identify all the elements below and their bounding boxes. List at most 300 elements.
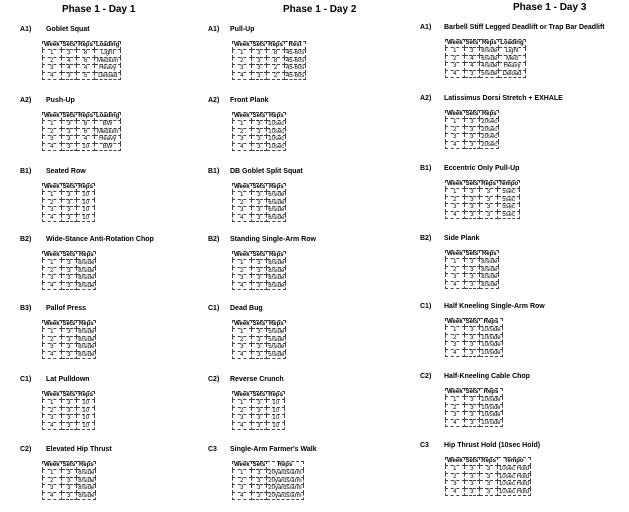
- table-cell: 8/side: [78, 470, 95, 476]
- exercise-table: [42, 112, 121, 151]
- table-row: [43, 136, 121, 144]
- table-cell: 3: [251, 344, 267, 352]
- table-cell: 3: [480, 488, 498, 496]
- table-cell: 10: [267, 407, 285, 415]
- table-cell: 3: [61, 192, 77, 200]
- table-cell: 3: [464, 48, 480, 56]
- table-cell: 10: [77, 207, 95, 215]
- table-cell: 3: [251, 282, 267, 290]
- table-row: [233, 336, 286, 344]
- table-cell: 8/side: [78, 336, 95, 343]
- table-row: [233, 400, 285, 408]
- table-cell: 2: [43, 407, 62, 415]
- table-cell: 5/side: [268, 344, 285, 350]
- table-cell: 5sec: [497, 204, 519, 212]
- table-cell: 8: [77, 50, 95, 58]
- table-cell: 3: [61, 415, 77, 423]
- header-week: Week: [234, 462, 250, 469]
- exercise-table: [42, 391, 95, 430]
- header-week: Week: [447, 111, 463, 118]
- table-cell: 3: [251, 477, 267, 485]
- table-cell: 8/side: [78, 282, 95, 289]
- table-cell: 3: [464, 189, 480, 197]
- table-cell: 10sec: [268, 143, 285, 150]
- header-reps: Reps: [77, 252, 96, 260]
- table-row: [233, 128, 286, 136]
- day-title: Phase 1 - Day 2: [283, 4, 357, 15]
- table-cell: 4: [43, 143, 62, 151]
- table-row: [43, 275, 96, 283]
- table-cell: 10: [77, 400, 95, 408]
- table-header-row: [233, 113, 286, 121]
- table-cell: 6/side: [268, 214, 285, 221]
- header-sets: Sets: [252, 113, 266, 120]
- header-reps: Reps: [268, 392, 283, 399]
- header-tempo: Tempo: [497, 458, 530, 466]
- exercise-table: [42, 461, 96, 500]
- table-cell: 3: [251, 143, 267, 151]
- table-cell: 4: [61, 65, 77, 73]
- header-week: Week: [234, 42, 250, 49]
- header-reps: Reps: [77, 462, 96, 470]
- header-week: Week: [234, 252, 250, 259]
- table-cell: 3: [251, 192, 267, 200]
- table-row: [43, 260, 96, 268]
- table-cell: 5sec: [497, 196, 519, 204]
- table-cell: 3: [251, 470, 267, 478]
- table-cell: 4: [43, 72, 62, 80]
- table-cell: Light: [94, 50, 120, 58]
- exercise-name: Latissimus Dorsi Stretch + EXHALE: [444, 95, 563, 102]
- table-row: [446, 397, 503, 405]
- table-cell: 1: [446, 119, 465, 127]
- table-row: [446, 63, 526, 71]
- table-cell: 6/side: [268, 199, 285, 206]
- table-cell: 4: [43, 351, 62, 359]
- table-cell: 2: [233, 407, 252, 415]
- exercise-code: B1): [208, 168, 220, 175]
- table-cell: 3: [480, 211, 498, 219]
- table-cell: 20sec: [481, 134, 498, 140]
- header-week: Week: [44, 184, 60, 191]
- table-cell: 3: [61, 422, 77, 430]
- header-week: Week: [44, 462, 60, 469]
- table-cell: 3: [61, 485, 77, 493]
- table-cell: 8/side: [481, 281, 498, 288]
- table-cell: 3: [61, 400, 77, 408]
- exercise-table: [445, 39, 526, 78]
- exercise-name: Push-Up: [46, 97, 75, 104]
- header-week: Week: [44, 252, 60, 259]
- table-cell: 3: [251, 57, 267, 65]
- table-cell: 10sec Hold: [498, 473, 529, 480]
- header-reps: Reps: [480, 40, 499, 48]
- table-cell: 1: [446, 466, 465, 474]
- table-cell: Medium: [94, 57, 120, 65]
- table-cell: 1: [43, 400, 62, 408]
- table-cell: 2: [233, 336, 252, 344]
- table-cell: 1: [446, 397, 465, 405]
- table-cell: 6/side: [268, 207, 285, 213]
- table-row: [233, 192, 286, 200]
- table-cell: 6/side: [481, 55, 498, 62]
- table-cell: 3: [464, 196, 480, 204]
- table-cell: 1: [43, 260, 62, 268]
- exercise-code: A1): [208, 26, 220, 33]
- exercise-table: [232, 320, 286, 359]
- header-week: Week: [447, 181, 463, 188]
- table-row: [43, 282, 96, 290]
- header-week: Week: [44, 113, 60, 120]
- table-cell: Med: [499, 55, 525, 63]
- header-week: Week: [44, 321, 60, 328]
- table-row: [233, 470, 304, 478]
- exercise-name: Pallof Press: [46, 305, 87, 312]
- table-cell: 4: [464, 63, 480, 71]
- table-cell: 3: [446, 204, 465, 212]
- table-cell: 3: [251, 415, 267, 423]
- table-cell: 3: [233, 415, 252, 423]
- table-cell: 10: [267, 400, 285, 408]
- table-cell: 2: [233, 199, 252, 207]
- table-row: [446, 466, 531, 474]
- table-cell: 20yards/arm: [268, 470, 302, 476]
- table-cell: 8/side: [78, 329, 95, 335]
- table-row: [233, 199, 286, 207]
- table-row: [233, 329, 286, 337]
- table-cell: 2: [446, 473, 465, 481]
- table-cell: 3: [61, 260, 77, 268]
- table-cell: 3: [43, 344, 62, 352]
- header-sets: Sets: [252, 42, 266, 49]
- table-cell: 3: [43, 415, 62, 423]
- table-cell: 2: [446, 404, 465, 412]
- table-row: [233, 485, 304, 493]
- table-cell: 3: [61, 470, 77, 478]
- table-cell: 8/side: [481, 274, 498, 280]
- table-cell: 3: [233, 344, 252, 352]
- table-cell: 8/side: [268, 275, 285, 281]
- table-row: [446, 204, 520, 212]
- table-cell: 1: [43, 470, 62, 478]
- table-cell: 4: [446, 419, 465, 427]
- table-row: [446, 141, 499, 149]
- table-cell: 8/side: [78, 275, 95, 281]
- table-row: [446, 342, 503, 350]
- table-cell: 1: [446, 48, 465, 56]
- exercise-code: C1): [208, 305, 220, 312]
- table-cell: 3: [446, 274, 465, 282]
- table-cell: Deload: [94, 72, 120, 80]
- table-cell: 3: [251, 207, 267, 215]
- table-row: [43, 143, 121, 151]
- header-week: Week: [234, 392, 250, 399]
- table-row: [43, 199, 95, 207]
- table-header-row: [233, 392, 285, 400]
- header-sets: Sets: [62, 184, 76, 191]
- exercise-table: [42, 320, 96, 359]
- table-cell: 2: [446, 196, 465, 204]
- table-header-row: [233, 462, 304, 470]
- exercise-name: Barbell Stiff Legged Deadlift or Trap Bar Deadlift: [444, 24, 605, 31]
- table-cell: 2: [267, 65, 285, 73]
- table-cell: 5sec: [497, 211, 519, 219]
- table-cell: 3: [61, 351, 77, 359]
- table-header-row: [43, 392, 95, 400]
- header-reps: Reps: [481, 458, 496, 465]
- header-sets: Sets: [465, 319, 479, 326]
- table-cell: 8/side: [78, 267, 95, 274]
- table-cell: 3: [464, 349, 480, 357]
- table-cell: 2: [267, 72, 285, 80]
- table-row: [233, 407, 285, 415]
- header-loading: Loading: [500, 40, 524, 47]
- table-row: [233, 72, 306, 80]
- table-cell: 3: [464, 397, 480, 405]
- header-sets: Sets: [62, 252, 76, 259]
- table-row: [43, 65, 121, 73]
- table-cell: 3: [464, 334, 480, 342]
- table-header-row: [233, 321, 286, 329]
- exercise-table: [232, 112, 286, 151]
- exercise-name: Half-Kneeling Cable Chop: [444, 373, 530, 380]
- header-week: Week: [447, 251, 463, 258]
- table-cell: 10: [77, 214, 95, 222]
- table-cell: 3: [43, 136, 62, 144]
- exercise-table: [232, 183, 286, 222]
- table-cell: 3: [480, 189, 498, 197]
- table-cell: 4: [446, 141, 465, 149]
- table-row: [446, 327, 503, 335]
- table-cell: 1: [233, 50, 252, 58]
- exercise-name: Reverse Crunch: [230, 376, 284, 383]
- exercise-code: C3: [208, 446, 217, 453]
- table-cell: 4: [77, 65, 95, 73]
- header-reps: Reps: [267, 462, 303, 470]
- table-cell: 10: [77, 415, 95, 423]
- header-sets: Sets: [62, 42, 76, 49]
- table-cell: 10/side: [481, 349, 501, 356]
- table-cell: 6: [77, 128, 95, 136]
- header-reps: Reps: [78, 113, 93, 120]
- table-cell: 3: [251, 336, 267, 344]
- table-header-row: [43, 42, 121, 50]
- table-cell: 1: [233, 329, 252, 337]
- table-cell: 1: [233, 260, 252, 268]
- table-row: [446, 55, 526, 63]
- table-cell: 3: [61, 477, 77, 485]
- table-cell: 1: [233, 470, 252, 478]
- table-cell: 4: [43, 282, 62, 290]
- table-cell: 2: [233, 267, 252, 275]
- table-cell: 3: [464, 281, 480, 289]
- header-sets: Sets: [465, 458, 479, 465]
- header-sets: Sets: [62, 113, 76, 120]
- table-cell: 3: [61, 336, 77, 344]
- exercise-name: Front Plank: [230, 97, 269, 104]
- table-row: [233, 477, 304, 485]
- table-cell: 4: [233, 282, 252, 290]
- table-cell: 3: [43, 275, 62, 283]
- table-cell: 3: [464, 70, 480, 78]
- exercise-code: A1): [420, 24, 432, 31]
- table-cell: 10/side: [481, 412, 501, 418]
- table-cell: 2: [446, 55, 465, 63]
- table-cell: 4: [233, 492, 252, 500]
- header-reps: Reps: [480, 389, 502, 397]
- table-cell: 3: [61, 214, 77, 222]
- table-header-row: [446, 111, 499, 119]
- table-cell: 8/side: [481, 48, 498, 54]
- table-cell: 3: [464, 473, 480, 481]
- table-row: [43, 121, 121, 129]
- table-cell: 3: [61, 50, 77, 58]
- table-cell: 10sec: [268, 136, 285, 142]
- table-cell: 3: [251, 128, 267, 136]
- exercise-table: [42, 41, 121, 80]
- exercise-name: Lat Pulldown: [46, 376, 90, 383]
- table-row: [233, 65, 306, 73]
- table-cell: 3: [464, 412, 480, 420]
- table-cell: 3: [61, 282, 77, 290]
- table-cell: 3: [464, 419, 480, 427]
- table-row: [43, 336, 96, 344]
- table-header-row: [446, 319, 503, 327]
- table-row: [43, 214, 95, 222]
- table-cell: 1: [43, 121, 62, 129]
- header-rest: Rest: [284, 42, 305, 50]
- exercise-code: B2): [20, 236, 32, 243]
- table-row: [233, 282, 286, 290]
- table-cell: 2: [43, 128, 62, 136]
- table-row: [233, 492, 304, 500]
- table-cell: 2: [446, 266, 465, 274]
- table-cell: 1: [446, 327, 465, 335]
- table-cell: 3: [464, 274, 480, 282]
- table-header-row: [43, 321, 96, 329]
- table-cell: 3: [61, 407, 77, 415]
- day-title: Phase 1 - Day 1: [62, 4, 136, 15]
- table-cell: 4: [446, 349, 465, 357]
- table-row: [446, 281, 499, 289]
- table-row: [43, 477, 96, 485]
- table-cell: 3: [464, 327, 480, 335]
- table-cell: 1: [446, 189, 465, 197]
- header-loading: Loading: [95, 42, 120, 49]
- table-cell: 5sec: [497, 189, 519, 197]
- table-row: [43, 128, 121, 136]
- table-cell: 8/side: [78, 477, 95, 484]
- exercise-name: Pull-Up: [230, 26, 255, 33]
- exercise-name: Side Plank: [444, 235, 480, 242]
- table-row: [43, 344, 96, 352]
- table-row: [233, 57, 306, 65]
- day-title: Phase 1 - Day 3: [513, 2, 587, 13]
- table-row: [446, 119, 499, 127]
- table-cell: 3: [61, 128, 77, 136]
- exercise-name: Wide-Stance Anti-Rotation Chop: [46, 236, 154, 243]
- table-cell: 3: [251, 72, 267, 80]
- table-cell: 10/side: [481, 327, 501, 333]
- table-row: [43, 351, 96, 359]
- table-cell: 3: [233, 275, 252, 283]
- table-cell: 3: [251, 260, 267, 268]
- table-row: [233, 422, 285, 430]
- table-row: [446, 189, 520, 197]
- table-cell: 4: [43, 422, 62, 430]
- exercise-name: Standing Single-Arm Row: [230, 236, 316, 243]
- header-week: Week: [44, 42, 60, 49]
- table-cell: 1: [233, 192, 252, 200]
- table-cell: Heavy: [499, 63, 525, 71]
- table-cell: Heavy: [94, 136, 120, 144]
- exercise-code: C1): [20, 376, 32, 383]
- table-cell: 3: [61, 143, 77, 151]
- table-cell: 3: [233, 65, 252, 73]
- table-header-row: [446, 251, 499, 259]
- exercise-code: C2): [208, 376, 220, 383]
- exercise-code: A2): [208, 97, 220, 104]
- exercise-name: DB Goblet Split Squat: [230, 168, 303, 175]
- table-cell: 2: [43, 57, 62, 65]
- table-cell: 3: [251, 275, 267, 283]
- exercise-table: [445, 180, 520, 219]
- table-cell: 10/side: [481, 342, 501, 348]
- header-sets: Sets: [252, 392, 266, 399]
- table-cell: 3: [61, 199, 77, 207]
- table-cell: 5/side: [268, 336, 285, 343]
- table-cell: 3: [61, 136, 77, 144]
- table-cell: 10: [77, 192, 95, 200]
- exercise-table: [232, 41, 306, 80]
- table-header-row: [43, 184, 95, 192]
- table-row: [446, 481, 531, 489]
- table-row: [233, 415, 285, 423]
- exercise-name: Dead Bug: [230, 305, 263, 312]
- table-row: [446, 266, 499, 274]
- exercise-code: C1): [420, 303, 432, 310]
- table-cell: 10sec Hold: [498, 481, 529, 487]
- table-cell: 2: [43, 336, 62, 344]
- table-header-row: [43, 252, 96, 260]
- table-row: [446, 274, 499, 282]
- header-reps: Reps: [267, 113, 286, 121]
- table-cell: 3: [446, 481, 465, 489]
- table-cell: 3: [464, 211, 480, 219]
- table-cell: 3: [251, 351, 267, 359]
- table-cell: 8/side: [481, 259, 498, 265]
- exercise-table: [445, 388, 503, 427]
- table-header-row: [233, 42, 306, 50]
- header-sets: Sets: [465, 251, 479, 258]
- table-row: [446, 349, 503, 357]
- table-cell: 8/side: [268, 282, 285, 289]
- table-row: [233, 351, 286, 359]
- table-cell: 1: [233, 121, 252, 129]
- table-row: [43, 207, 95, 215]
- table-cell: 4: [233, 143, 252, 151]
- table-row: [43, 485, 96, 493]
- table-cell: 3: [251, 50, 267, 58]
- table-cell: 3: [251, 485, 267, 493]
- table-cell: 3: [251, 136, 267, 144]
- table-cell: 2: [446, 334, 465, 342]
- table-row: [233, 207, 286, 215]
- table-cell: 3: [61, 329, 77, 337]
- table-cell: 3: [446, 63, 465, 71]
- table-row: [43, 267, 96, 275]
- table-cell: 10: [77, 143, 95, 151]
